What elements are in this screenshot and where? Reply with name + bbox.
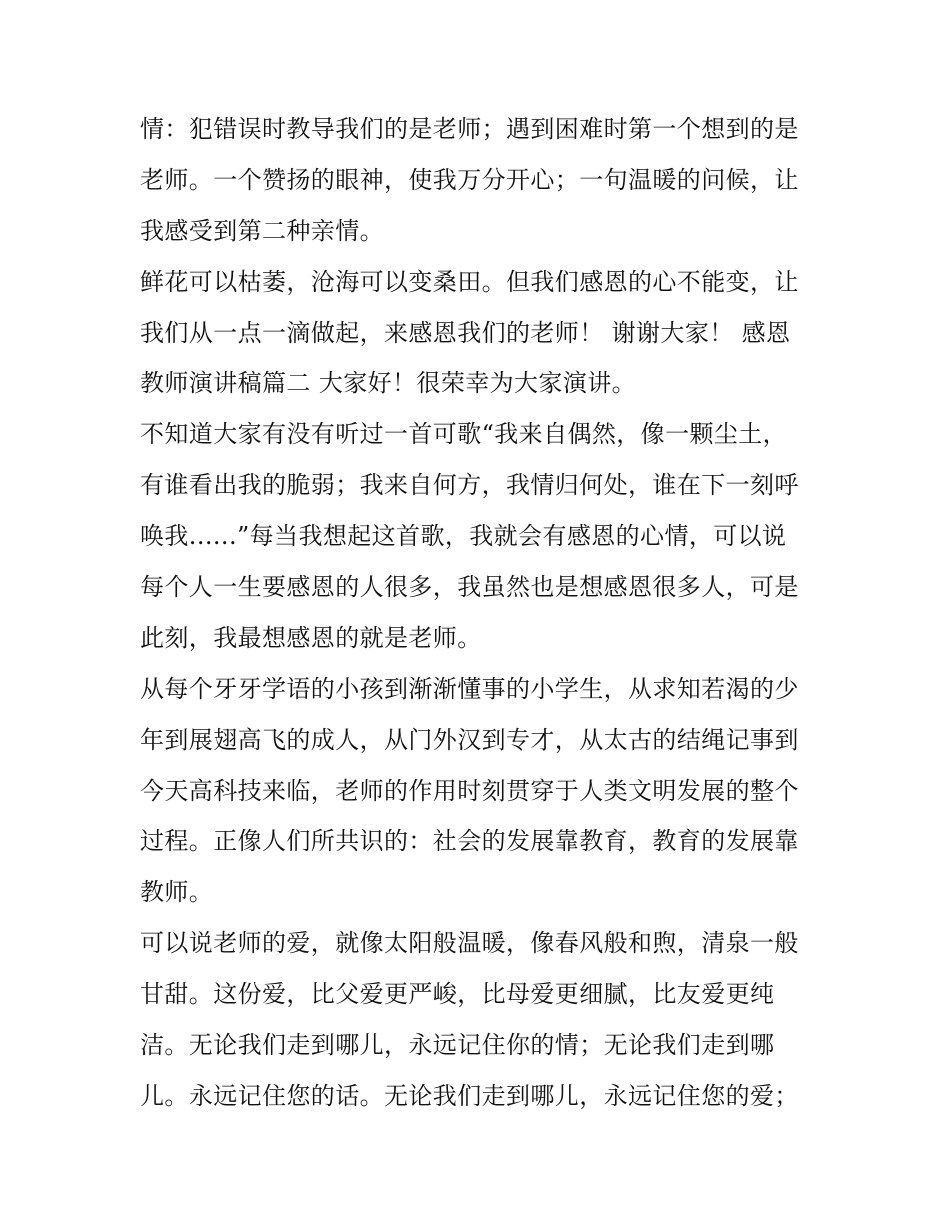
text-line: 此刻，我最想感恩的就是老师。 <box>140 623 482 652</box>
text-line: 年到展翅高飞的成人，从门外汉到专才，从太古的结绳记事到 <box>140 725 799 754</box>
text-line: 可以说老师的爱，就像太阳般温暖，像春风般和煦，清泉一般 <box>140 929 799 958</box>
text-line: 不知道大家有没有听过一首可歌“我来自偶然，像一颗尘土， <box>140 420 788 449</box>
text-line: 过程。正像人们所共识的：社会的发展靠教育，教育的发展靠 <box>140 827 799 856</box>
text-line: 唤我......”每当我想起这首歌，我就会有感恩的心情，可以说 <box>140 522 787 551</box>
text-line: 今天高科技来临，老师的作用时刻贯穿于人类文明发展的整个 <box>140 776 799 805</box>
text-line: 从每个牙牙学语的小孩到渐渐懂事的小学生，从求知若渴的少 <box>140 674 799 703</box>
text-line: 我们从一点一滴做起，来感恩我们的老师！ 谢谢大家！ 感恩 <box>140 318 791 347</box>
text-line: 教师演讲稿篇二 大家好！很荣幸为大家演讲。 <box>140 369 637 398</box>
text-line: 教师。 <box>140 878 214 907</box>
text-line: 洁。无论我们走到哪儿，永远记住你的情；无论我们走到哪 <box>140 1031 775 1060</box>
text-line: 老师。一个赞扬的眼神，使我万分开心；一句温暖的问候，让 <box>140 165 799 194</box>
text-line: 甘甜。这份爱，比父爱更严峻，比母爱更细腻，比友爱更纯 <box>140 980 775 1009</box>
text-line: 儿。永远记住您的话。无论我们走到哪儿，永远记住您的爱； <box>140 1081 799 1110</box>
text-line: 每个人一生要感恩的人很多，我虽然也是想感恩很多人，可是 <box>140 573 799 602</box>
text-line: 鲜花可以枯萎，沧海可以变桑田。但我们感恩的心不能变，让 <box>140 267 799 296</box>
text-line: 有谁看出我的脆弱；我来自何方，我情归何处，谁在下一刻呼 <box>140 471 799 500</box>
document-body <box>140 104 820 1122</box>
text-line: 我感受到第二种亲情。 <box>140 216 384 245</box>
text-line: 情：犯错误时教导我们的是老师；遇到困难时第一个想到的是 <box>140 115 799 143</box>
